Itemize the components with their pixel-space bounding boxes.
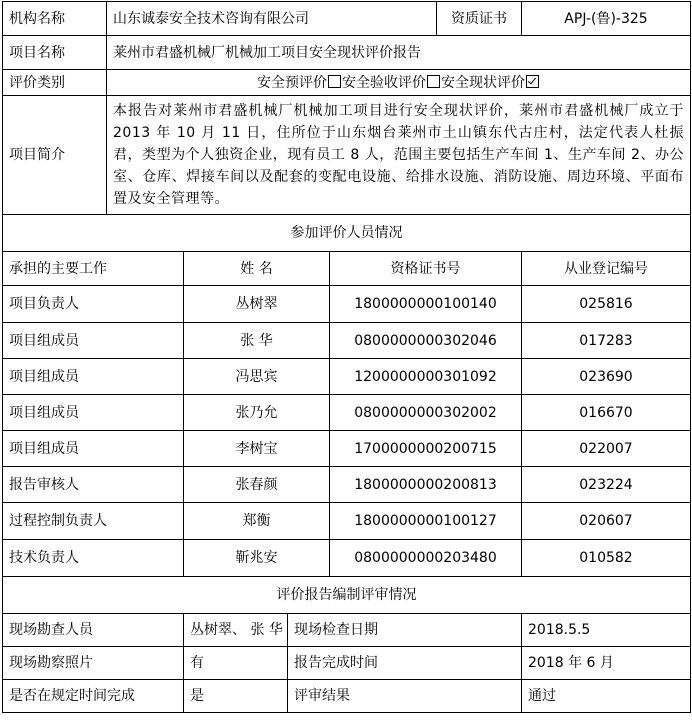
personnel-role: 过程控制负责人 bbox=[3, 503, 184, 540]
header-reg-no: 从业登记编号 bbox=[522, 252, 691, 286]
personnel-role: 技术负责人 bbox=[3, 540, 184, 577]
personnel-role: 项目负责人 bbox=[3, 286, 184, 323]
review-row bbox=[3, 647, 691, 680]
category-options bbox=[107, 70, 691, 96]
personnel-name: 张乃允 bbox=[184, 395, 330, 431]
project-value: 莱州市君盛机械厂机械加工项目安全现状评价报告 bbox=[107, 36, 691, 70]
personnel-reg-no: 023224 bbox=[522, 467, 691, 503]
personnel-reg-no: 023690 bbox=[522, 359, 691, 395]
personnel-row bbox=[3, 431, 691, 467]
header-cert-no: 资格证书号 bbox=[330, 252, 522, 286]
personnel-name: 冯思宾 bbox=[184, 359, 330, 395]
personnel-name: 郑衡 bbox=[184, 503, 330, 540]
personnel-cert-no: 0800000000203480 bbox=[330, 540, 522, 577]
option-pre-eval-checkbox[interactable] bbox=[328, 75, 341, 88]
personnel-reg-no: 016670 bbox=[522, 395, 691, 431]
personnel-reg-no: 010582 bbox=[522, 540, 691, 577]
personnel-cert-no: 1800000000100127 bbox=[330, 503, 522, 540]
project-label: 项目名称 bbox=[3, 36, 107, 70]
option-status-checkbox[interactable] bbox=[526, 75, 539, 88]
personnel-header-row bbox=[3, 252, 691, 286]
personnel-row bbox=[3, 467, 691, 503]
review-field-label: 评审结果 bbox=[288, 680, 522, 713]
report-info-table bbox=[2, 1, 691, 713]
personnel-cert-no: 1800000000200813 bbox=[330, 467, 522, 503]
personnel-role: 项目组成员 bbox=[3, 323, 184, 359]
personnel-name: 李树宝 bbox=[184, 431, 330, 467]
org-row bbox=[3, 2, 691, 36]
personnel-row bbox=[3, 323, 691, 359]
project-row bbox=[3, 36, 691, 70]
review-field-value: 2018 年 6 月 bbox=[522, 647, 691, 680]
review-title: 评价报告编制评审情况 bbox=[3, 577, 691, 614]
review-title-row bbox=[3, 577, 691, 614]
personnel-role: 报告审核人 bbox=[3, 467, 184, 503]
option-status-label: 安全现状评价 bbox=[441, 74, 525, 91]
review-item-value: 丛树翠、 张 华 bbox=[184, 614, 288, 647]
cert-label: 资质证书 bbox=[437, 2, 522, 36]
review-item-value: 是 bbox=[184, 680, 288, 713]
personnel-reg-no: 017283 bbox=[522, 323, 691, 359]
personnel-cert-no: 0800000000302002 bbox=[330, 395, 522, 431]
personnel-name: 靳兆安 bbox=[184, 540, 330, 577]
review-item-label: 是否在规定时间完成 bbox=[3, 680, 184, 713]
cert-value: APJ-(鲁)-325 bbox=[522, 2, 691, 36]
option-acceptance-label: 安全验收评价 bbox=[342, 74, 426, 91]
personnel-title: 参加评价人员情况 bbox=[3, 215, 691, 252]
review-item-value: 有 bbox=[184, 647, 288, 680]
summary-text: 本报告对莱州市君盛机械厂机械加工项目进行安全现状评价，莱州市君盛机械厂成立于 2013 年 10 月 11 日，住所位于山东烟台莱州市土山镇东代古庄村，法定代表人杜振君，类型为个人独资企业，现有员工 8 人，范围主要包括生产车间 1、生产车间 2、办公室、仓库、焊接车间以及配套的变配电设施、给排水设施、消防设施、周边环境、平面布置及安全管理等。 bbox=[107, 96, 691, 215]
personnel-role: 项目组成员 bbox=[3, 359, 184, 395]
review-rows bbox=[3, 614, 691, 713]
review-field-value: 通过 bbox=[522, 680, 691, 713]
personnel-rows bbox=[3, 286, 691, 577]
personnel-name: 张春颜 bbox=[184, 467, 330, 503]
review-field-label: 现场检查日期 bbox=[288, 614, 522, 647]
review-field-label: 报告完成时间 bbox=[288, 647, 522, 680]
personnel-row bbox=[3, 359, 691, 395]
personnel-reg-no: 025816 bbox=[522, 286, 691, 323]
summary-label: 项目简介 bbox=[3, 96, 107, 215]
option-acceptance-checkbox[interactable] bbox=[427, 75, 440, 88]
personnel-role: 项目组成员 bbox=[3, 431, 184, 467]
header-role: 承担的主要工作 bbox=[3, 252, 184, 286]
personnel-row bbox=[3, 395, 691, 431]
org-value: 山东诚泰安全技术咨询有限公司 bbox=[107, 2, 437, 36]
personnel-name: 张 华 bbox=[184, 323, 330, 359]
category-label: 评价类别 bbox=[3, 70, 107, 96]
review-row bbox=[3, 680, 691, 713]
personnel-cert-no: 1800000000100140 bbox=[330, 286, 522, 323]
review-field-value: 2018.5.5 bbox=[522, 614, 691, 647]
personnel-row bbox=[3, 286, 691, 323]
option-pre-eval-label: 安全预评价 bbox=[257, 74, 327, 91]
review-item-label: 现场勘查人员 bbox=[3, 614, 184, 647]
personnel-reg-no: 020607 bbox=[522, 503, 691, 540]
category-row bbox=[3, 70, 691, 96]
personnel-row bbox=[3, 503, 691, 540]
personnel-title-row bbox=[3, 215, 691, 252]
personnel-cert-no: 1700000000200715 bbox=[330, 431, 522, 467]
summary-row bbox=[3, 96, 691, 215]
personnel-cert-no: 1200000000301092 bbox=[330, 359, 522, 395]
review-row bbox=[3, 614, 691, 647]
review-item-label: 现场勘察照片 bbox=[3, 647, 184, 680]
personnel-name: 丛树翠 bbox=[184, 286, 330, 323]
personnel-cert-no: 0800000000302046 bbox=[330, 323, 522, 359]
header-name: 姓 名 bbox=[184, 252, 330, 286]
personnel-role: 项目组成员 bbox=[3, 395, 184, 431]
org-label: 机构名称 bbox=[3, 2, 107, 36]
personnel-row bbox=[3, 540, 691, 577]
personnel-reg-no: 022007 bbox=[522, 431, 691, 467]
